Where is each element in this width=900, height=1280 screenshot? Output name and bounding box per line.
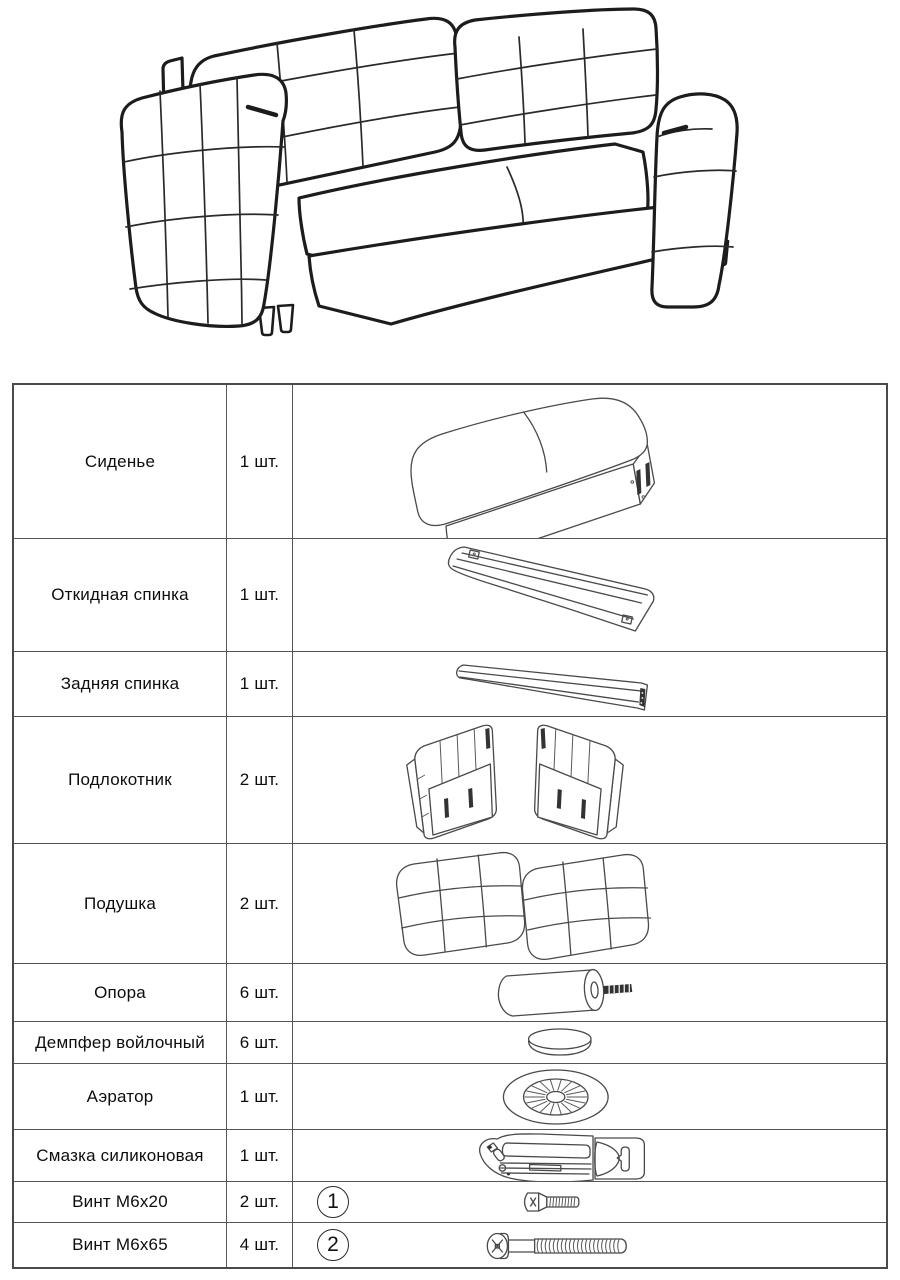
table-row bbox=[14, 1223, 886, 1267]
part-qty: 2 шт. bbox=[227, 844, 293, 963]
part-qty: 1 шт. bbox=[227, 652, 293, 716]
part-name: Задняя спинка bbox=[14, 652, 227, 716]
part-name: Винт М6х20 bbox=[14, 1182, 227, 1222]
part-name: Откидная спинка bbox=[14, 539, 227, 651]
part-illustration-cell bbox=[293, 385, 886, 538]
table-row bbox=[14, 1064, 886, 1130]
part-qty: 1 шт. bbox=[227, 539, 293, 651]
part-name: Аэратор bbox=[14, 1064, 227, 1129]
table-row bbox=[14, 539, 886, 652]
part-illustration-cell bbox=[293, 652, 886, 716]
step-marker-circle bbox=[317, 1229, 349, 1261]
table-row bbox=[14, 385, 886, 539]
part-qty: 4 шт. bbox=[227, 1223, 293, 1267]
part-qty: 6 шт. bbox=[227, 1022, 293, 1063]
cushion-pair-illustration bbox=[293, 844, 886, 963]
part-illustration-cell bbox=[293, 1064, 886, 1129]
part-qty: 1 шт. bbox=[227, 1130, 293, 1181]
part-illustration-cell bbox=[293, 1130, 886, 1181]
part-name: Сиденье bbox=[14, 385, 227, 538]
step-marker-circle bbox=[317, 1186, 349, 1218]
part-name: Подлокотник bbox=[14, 717, 227, 843]
part-qty: 2 шт. bbox=[227, 1182, 293, 1222]
sofa-line-drawing bbox=[60, 5, 780, 355]
table-row bbox=[14, 1022, 886, 1064]
part-qty: 6 шт. bbox=[227, 964, 293, 1021]
parts-table bbox=[12, 383, 888, 1269]
part-qty: 1 шт. bbox=[227, 385, 293, 538]
part-illustration-cell bbox=[293, 1223, 886, 1267]
part-name: Подушка bbox=[14, 844, 227, 963]
armrest-pair-illustration bbox=[293, 717, 886, 843]
part-name: Демпфер войлочный bbox=[14, 1022, 227, 1063]
seat-illustration bbox=[293, 385, 886, 538]
part-name: Опора bbox=[14, 964, 227, 1021]
table-row bbox=[14, 717, 886, 844]
folding-backrest-illustration bbox=[293, 539, 886, 651]
step-marker-number: 1 bbox=[327, 1190, 339, 1213]
table-row bbox=[14, 652, 886, 717]
rear-back-panel-illustration bbox=[293, 652, 886, 716]
part-illustration-cell bbox=[293, 964, 886, 1021]
table-row bbox=[14, 964, 886, 1022]
felt-damper-illustration bbox=[293, 1022, 886, 1063]
step-marker-number: 2 bbox=[327, 1233, 339, 1256]
aerator-illustration bbox=[293, 1064, 886, 1129]
table-row bbox=[14, 1130, 886, 1182]
screw-m6x20-illustration bbox=[293, 1182, 886, 1222]
part-name: Смазка силиконовая bbox=[14, 1130, 227, 1181]
part-name: Винт М6х65 bbox=[14, 1223, 227, 1267]
part-qty: 2 шт. bbox=[227, 717, 293, 843]
part-illustration-cell bbox=[293, 844, 886, 963]
silicone-grease-illustration bbox=[293, 1130, 886, 1181]
part-illustration-cell bbox=[293, 1022, 886, 1063]
table-row bbox=[14, 1182, 886, 1223]
part-qty: 1 шт. bbox=[227, 1064, 293, 1129]
part-illustration-cell bbox=[293, 1182, 886, 1222]
table-row bbox=[14, 844, 886, 964]
screw-m6x65-illustration bbox=[293, 1223, 886, 1267]
part-illustration-cell bbox=[293, 539, 886, 651]
support-leg-illustration bbox=[293, 964, 886, 1021]
part-illustration-cell bbox=[293, 717, 886, 843]
